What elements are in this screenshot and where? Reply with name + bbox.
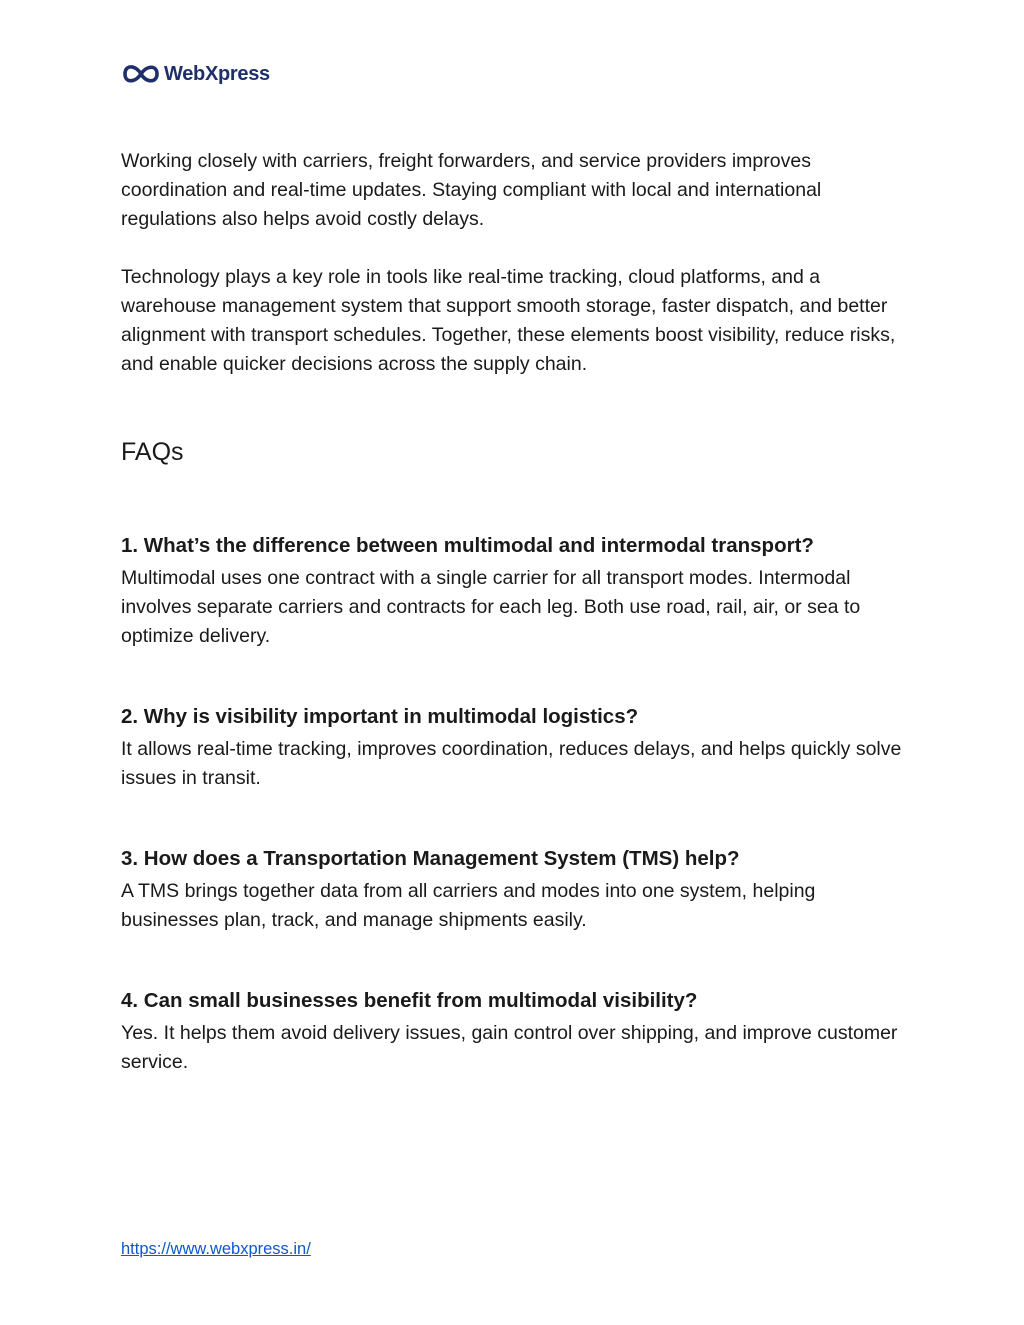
faq-answer: Multimodal uses one contract with a single carrier for all transport modes. Intermodal involves separate carriers and contracts for each leg. Both use road, rail, air, or sea to optimize delivery. — [121, 567, 861, 647]
faq-item — [121, 531, 911, 651]
faq-answer: Yes. It helps them avoid delivery issues, gain control over shipping, and improve customer service. — [121, 1022, 898, 1073]
faq-answer: A TMS brings together data from all carriers and modes into one system, helping businesses plan, track, and manage shipments easily. — [121, 880, 816, 931]
faq-answer: It allows real-time tracking, improves coordination, reduces delays, and helps quickly solve issues in transit. — [121, 738, 902, 789]
intro-paragraph-2: Technology plays a key role in tools like real-time tracking, cloud platforms, and a warehouse management system that support smooth storage, faster dispatch, and better alignment with transport schedules. Together, these elements boost visibility, reduce risks, and enable quicker decisions across the supply chain. — [121, 266, 896, 375]
brand-logo — [121, 60, 270, 88]
faq-heading: FAQs — [121, 438, 184, 466]
faq-list — [121, 531, 911, 1077]
logo-text: WebXpress — [164, 62, 270, 85]
faq-question: 1. What’s the difference between multimodal and intermodal transport? — [121, 534, 814, 557]
faq-item — [121, 986, 911, 1077]
faq-question: 4. Can small businesses benefit from multimodal visibility? — [121, 989, 698, 1012]
document-body — [121, 147, 911, 1077]
intro-paragraph-1: Working closely with carriers, freight forwarders, and service providers improves coordination and real-time updates. Staying compliant with local and international regulations also helps avoid costly delays. — [121, 150, 822, 230]
faq-item — [121, 702, 911, 793]
faq-item — [121, 844, 911, 935]
faq-question: 2. Why is visibility important in multimodal logistics? — [121, 705, 639, 728]
faq-question: 3. How does a Transportation Management System (TMS) help? — [121, 847, 740, 870]
infinity-loop-icon — [121, 61, 161, 87]
website-link[interactable]: https://www.webxpress.in/ — [121, 1240, 311, 1258]
